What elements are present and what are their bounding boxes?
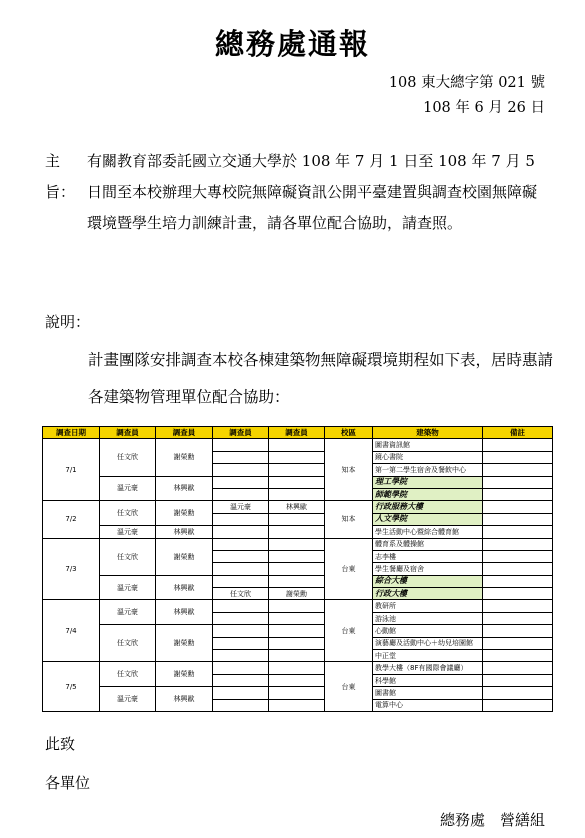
table-header-row [43,427,553,439]
surveyor-cell: 溫元豪 [100,575,156,600]
empty-cell [483,526,553,538]
empty-cell [213,637,269,649]
empty-cell [213,526,269,538]
building-cell: 學生活動中心暨綜合體育館 [373,526,483,538]
closing-recipient: 各單位 [45,774,91,792]
campus-cell: 台東 [325,662,373,712]
closing-salutation: 此致 [45,735,76,753]
header-surveyor-1: 調查員 [100,427,156,439]
description-label: 說明： [45,313,91,331]
empty-cell [483,575,553,587]
table-row [43,538,553,550]
building-cell: 鏡心書院 [373,451,483,463]
empty-cell [269,563,325,575]
surveyor-cell: 林興歐 [156,526,213,538]
empty-cell [269,550,325,562]
doc-date: 108 年 6 月 26 日 [423,100,545,116]
building-cell: 電算中心 [373,699,483,711]
surveyor-cell: 林興歐 [156,600,213,625]
empty-cell [269,674,325,686]
subject-text: 有關教育部委託國立交通大學於 108 年 7 月 1 日至 108 年 7 月 5 日間至本校辦理大專校院無障礙資訊公開平臺建置與調查校園無障礙環境暨學生培力訓練計畫，請各單位配合協助，請查照。 [87,152,538,232]
empty-cell [269,439,325,451]
table-row [43,600,553,612]
empty-cell [483,550,553,562]
building-cell: 圖書館 [373,687,483,699]
empty-cell [483,563,553,575]
empty-cell [269,637,325,649]
surveyor-cell: 溫元豪 [100,526,156,538]
surveyor-cell: 謝榮勳 [156,662,213,687]
surveyor-cell: 溫元豪 [213,501,269,513]
table-row [43,687,553,699]
notice-title: 總務處通報 [214,27,370,61]
empty-cell [269,488,325,500]
empty-cell [483,476,553,488]
empty-cell [483,612,553,624]
empty-cell [483,600,553,612]
empty-cell [269,538,325,550]
surveyor-cell: 林興歐 [269,501,325,513]
surveyor-cell: 溫元豪 [100,600,156,625]
empty-cell [213,625,269,637]
empty-cell [213,699,269,711]
building-cell: 志李樓 [373,550,483,562]
date-cell: 7/1 [43,439,100,501]
empty-cell [269,464,325,476]
empty-cell [483,625,553,637]
header-surveyor-3: 調查員 [213,427,269,439]
surveyor-cell: 任文欣 [213,588,269,600]
empty-cell [483,637,553,649]
building-cell-highlight: 人文學院 [373,513,483,525]
campus-cell: 台東 [325,538,373,600]
empty-cell [213,550,269,562]
surveyor-cell: 任文欣 [100,625,156,662]
header-campus: 校區 [325,427,373,439]
subject-block [45,146,550,239]
empty-cell [483,488,553,500]
empty-cell [483,588,553,600]
header-date: 調查日期 [43,427,100,439]
header-surveyor-2: 調查員 [156,427,213,439]
empty-cell [269,699,325,711]
header-building: 建築物 [373,427,483,439]
empty-cell [213,575,269,587]
surveyor-cell: 謝榮勳 [156,501,213,526]
campus-cell: 知本 [325,439,373,501]
empty-cell [213,513,269,525]
empty-cell [213,650,269,662]
building-cell: 中正堂 [373,650,483,662]
table-row [43,662,553,674]
signer: 總務處 營繕組 [439,811,545,829]
building-cell-highlight: 行政大樓 [373,588,483,600]
empty-cell [213,662,269,674]
surveyor-cell: 林興歐 [156,687,213,712]
table-row [43,501,553,513]
surveyor-cell: 謝榮勳 [156,439,213,476]
building-cell: 游泳池 [373,612,483,624]
campus-cell: 知本 [325,501,373,538]
subject-label: 主旨： [45,152,76,201]
building-cell: 心動館 [373,625,483,637]
table-row [43,625,553,637]
empty-cell [269,451,325,463]
surveyor-cell: 任文欣 [100,538,156,575]
empty-cell [269,575,325,587]
empty-cell [213,674,269,686]
surveyor-cell: 謝榮勳 [269,588,325,600]
surveyor-cell: 謝榮勳 [156,538,213,575]
empty-cell [269,662,325,674]
schedule-table [42,426,553,712]
empty-cell [213,687,269,699]
empty-cell [483,674,553,686]
empty-cell [269,650,325,662]
empty-cell [269,600,325,612]
empty-cell [483,464,553,476]
building-cell: 演藝廳及活動中心＋幼兒培園館 [373,637,483,649]
surveyor-cell: 林興歐 [156,575,213,600]
building-cell: 體育系及體操館 [373,538,483,550]
table-row [43,476,553,488]
building-cell: 第一第二學生宿舍及餐飲中心 [373,464,483,476]
empty-cell [269,526,325,538]
surveyor-cell: 任文欣 [100,439,156,476]
date-cell: 7/3 [43,538,100,600]
empty-cell [483,662,553,674]
empty-cell [213,538,269,550]
empty-cell [483,699,553,711]
surveyor-cell: 溫元豪 [100,687,156,712]
empty-cell [213,464,269,476]
building-cell-highlight: 師範學院 [373,488,483,500]
building-cell: 科學館 [373,674,483,686]
building-cell: 圖書資訊館 [373,439,483,451]
empty-cell [213,612,269,624]
empty-cell [213,488,269,500]
empty-cell [269,612,325,624]
building-cell: 教研所 [373,600,483,612]
surveyor-cell: 任文欣 [100,501,156,526]
table-row [43,439,553,451]
campus-cell: 台東 [325,600,373,662]
empty-cell [269,625,325,637]
table-row [43,526,553,538]
empty-cell [483,538,553,550]
header-remark: 備註 [483,427,553,439]
empty-cell [213,439,269,451]
building-cell-highlight: 理工學院 [373,476,483,488]
building-cell: 教學大樓（8F有國際會議廳） [373,662,483,674]
empty-cell [483,687,553,699]
building-cell-highlight: 綜合大樓 [373,575,483,587]
surveyor-cell: 任文欣 [100,662,156,687]
doc-number: 108 東大總字第 021 號 [388,75,545,91]
empty-cell [269,476,325,488]
empty-cell [213,476,269,488]
empty-cell [213,563,269,575]
empty-cell [483,439,553,451]
empty-cell [483,501,553,513]
description-text: 計畫團隊安排調查本校各棟建築物無障礙環境期程如下表，居時惠請各建築物管理單位配合協助： [88,351,554,406]
empty-cell [269,513,325,525]
building-cell: 學生餐廳及宿舍 [373,563,483,575]
table-row [43,575,553,587]
empty-cell [483,513,553,525]
empty-cell [269,687,325,699]
surveyor-cell: 謝榮勳 [156,625,213,662]
surveyor-cell: 溫元豪 [100,476,156,501]
date-cell: 7/5 [43,662,100,712]
header-surveyor-4: 調查員 [269,427,325,439]
date-cell: 7/4 [43,600,100,662]
empty-cell [213,600,269,612]
building-cell-highlight: 行政服務大樓 [373,501,483,513]
empty-cell [483,451,553,463]
empty-cell [483,650,553,662]
surveyor-cell: 林興歐 [156,476,213,501]
empty-cell [213,451,269,463]
date-cell: 7/2 [43,501,100,538]
